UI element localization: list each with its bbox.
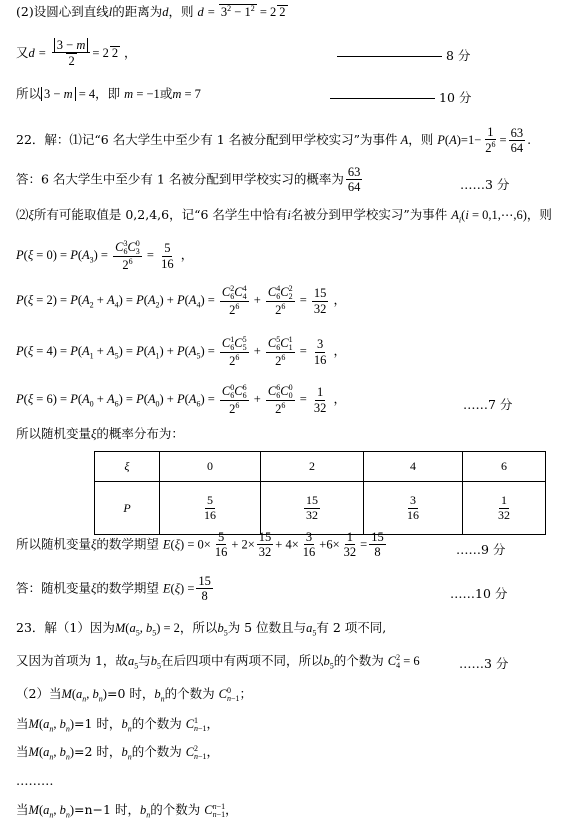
table-cell: $\frac{1}{32}$ [463, 482, 546, 535]
line-m-values: 所以 3 − m = 4，即 m = −1或m = 7 [16, 86, 201, 101]
table-header-cell: 2 [261, 452, 364, 482]
prob-xi-6: $P(\xi = 6) = P(A_0 + A_6) = P(A_0) + P(A_6)$ = C 0 6 C 6 6 $2^6$ + C 6 6 C 0 0 $2^6$ = $\frac{1}{32}$ ， [16, 383, 347, 417]
table-header-cell: ξ [95, 452, 160, 482]
case-1: 当$M(a_n$, $b_n)=1$ 时，$b_n$的个数为 C 1 n−1 ， [16, 715, 220, 734]
score-10a: 10 分 [330, 88, 471, 106]
table-header-cell: 4 [364, 452, 463, 482]
q23-line2: 又因为首项为 1，故$a_5$与$b_5$在后四项中有两项不同，所以$b_5$的个数为 C 2 4 = 6 [16, 652, 420, 671]
table-cell-p-label: P [95, 482, 160, 535]
answer-2: 答：随机变量ξ的数学期望 E(ξ) = $\frac{15}{8}$ [16, 574, 211, 604]
answer-1: 答：6 名大学生中至少有 1 名被分配到甲学校实习的概率为 $\frac{63}{64}$ [16, 165, 361, 195]
prob-xi-2: $P(\xi = 2) = P(A_2 + A_4) = P(A_2) + P(A_4)$ = C 2 6 C 4 4 $2^6$ + C 4 6 C 2 2 $2^6$ = $\frac{15}{32}$ ， [16, 284, 347, 318]
table-cell: $\frac{15}{32}$ [261, 482, 364, 535]
table-cell: $\frac{3}{16}$ [364, 482, 463, 535]
table-cell: $\frac{5}{16}$ [160, 482, 261, 535]
case-0: （2）当$M(a_n$, $b_n)=0$ 时，$b_n$的个数为 C 0 n−1 ； [16, 685, 252, 704]
case-n-minus-1: 当$M(a_n$, $b_n)=n-1$ 时，$b_n$的个数为 C n−1 n−1 ， [16, 801, 238, 820]
distribution-table [94, 451, 546, 535]
q22-part2-intro: ⑵ξ所有可能取值是 0,2,4,6，记“6 名学生中恰有i名被分到甲学校实习”为事件 $A_i(i$ = 0,1,⋯,6)，则 [16, 207, 552, 225]
score-7: ……7 分 [463, 397, 513, 412]
table-row [95, 452, 546, 482]
score-10b: ……10 分 [450, 586, 508, 601]
score-9: ……9 分 [456, 542, 506, 557]
score-8: 8 分 [337, 46, 470, 64]
prob-xi-4: $P(\xi = 4) = P(A_1 + A_5) = P(A_1) + P(A_5)$ = C 1 6 C 5 5 $2^6$ + C 5 6 C 1 1 $2^6$ = $\frac{3}{16}$ ， [16, 335, 347, 369]
line-distance-d: (2)设圆心到直线l的距离为d，则 $d = 3^2 - 1^2 = 2$ 2 [16, 4, 286, 20]
q22-part1: 22．解：⑴记“6 名大学生中至少有 1 名被分配到甲学校实习”为事件 A，则 P(A)=1− $\frac{1}{2^6}$ = $\frac{63}{64}$ . [16, 125, 532, 156]
table-header-cell: 0 [160, 452, 261, 482]
ellipsis: ……… [16, 773, 54, 788]
expectation-line: 所以随机变量ξ的数学期望 E(ξ) = 0× $\frac{5}{16}$ + 2× $\frac{15}{32}$ + 4× $\frac{3}{16}$ +6× $\frac{1}{32}$ = $\frac{15}{8}$ [16, 530, 384, 560]
table-row [95, 482, 546, 535]
table-header-cell: 6 [463, 452, 546, 482]
prob-xi-0: $P(\xi = 0) = P(A_3)$ = C 3 6 C 0 3 $2^6$ = $\frac{5}{16}$ ， [16, 239, 194, 273]
score-3b: ……3 分 [459, 656, 509, 671]
score-3a: ……3 分 [460, 177, 510, 192]
case-2: 当$M(a_n$, $b_n)=2$ 时，$b_n$的个数为 C 2 n−1 ， [16, 743, 220, 762]
line-d-equation: 又d = $\frac{3 - m}{2}$ = 2 2 ， [16, 38, 137, 69]
q23-line1: 23．解（1）因为$M(a_5$, $b_5) = 2$，所以$b_5$为 5 位数且与$a_5$有 2 项不同, [16, 620, 387, 638]
dist-title: 所以随机变量ξ的概率分布为： [16, 426, 184, 441]
